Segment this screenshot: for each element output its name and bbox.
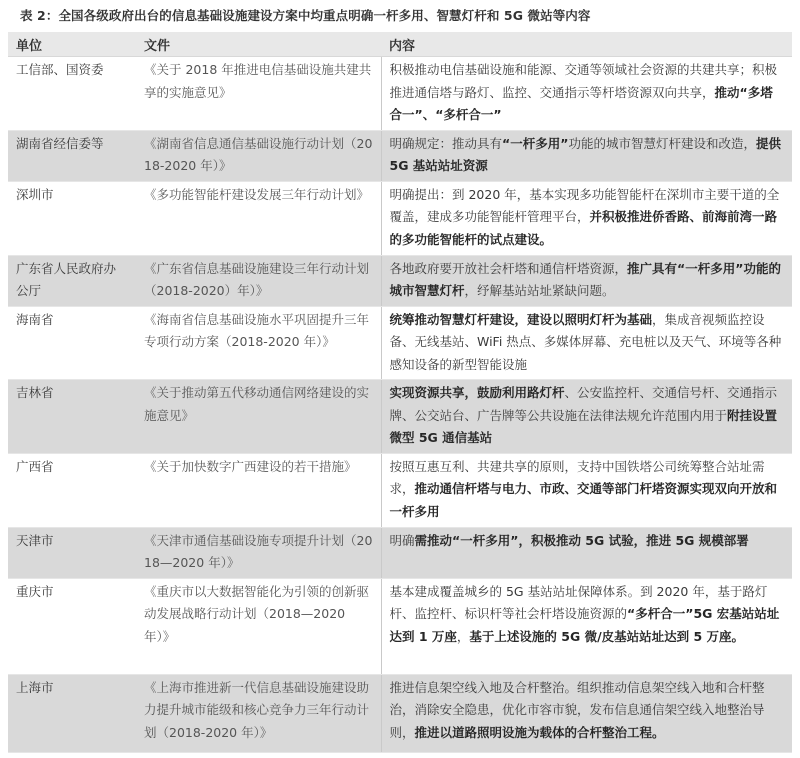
table-row (8, 181, 792, 255)
table-row (8, 527, 792, 578)
content-text: 明确规定：推动具有 (389, 135, 503, 151)
cell-document: 《重庆市以大数据智能化为引领的创新驱动发展战略行动计划（2018—2020 年）》 (136, 578, 381, 674)
cell-content (381, 306, 792, 380)
table-caption: 表 2：全国各级政府出台的信息基础设施建设方案中均重点明确一杆多用、智慧灯杆和 5G 微站等内容 (20, 8, 591, 23)
cell-content (381, 181, 792, 255)
cell-unit: 重庆市 (8, 578, 136, 674)
cell-content (381, 674, 792, 752)
cell-content (381, 380, 792, 454)
cell-unit: 广西省 (8, 453, 136, 527)
cell-document: 《湖南省信息通信基础设施行动计划（2018-2020 年）》 (136, 130, 381, 181)
content-text: 功能的城市智慧灯杆建设和改造， (568, 135, 756, 151)
content-emphasis: 统筹推动智慧灯杆建设，建设以照明灯杆为基础 (389, 311, 653, 327)
cell-document: 《多功能智能杆建设发展三年行动计划》 (136, 181, 381, 255)
table-header-row (8, 32, 792, 57)
content-text: 推进信息架空线入地及合杆整治。组织推动信息架空线入地和合杆整治，消除安全隐患，优化市容市貌，发布信息通信架空线入地整治导则， (389, 679, 765, 740)
content-text: ，纾解基站站址紧缺问题。 (464, 283, 615, 298)
cell-content (381, 453, 792, 527)
cell-unit: 湖南省经信委等 (8, 130, 136, 181)
content-emphasis: 5G 宏基站站址达到 1 万座 (389, 606, 780, 644)
content-text: 积极推动电信基础设施和能源、交通等领域社会资源的共建共享；积极推进通信塔与路灯、监控、交通指示等杆塔资源双向共享， (389, 62, 778, 100)
content-emphasis: 实现资源共享，鼓励利用路灯杆 (389, 385, 565, 400)
content-text: 各地政府要开放社会杆塔和通信杆塔资源， (389, 260, 628, 276)
header-document: 文件 (136, 32, 381, 57)
content-emphasis: 提供 5G 基站站址资源 (389, 135, 781, 173)
content-text: 、公安监控杆、交通信号杆、交通指示牌、公交站台、广告牌等公共设施在法律法规允许范围内用于 (389, 385, 778, 423)
content-emphasis: “多杆合一” (627, 606, 694, 621)
cell-unit: 吉林省 (8, 380, 136, 454)
cell-unit: 深圳市 (8, 181, 136, 255)
policy-table (8, 32, 792, 753)
cell-document: 《广东省信息基础设施建设三年行动计划（2018-2020）年）》 (136, 255, 381, 306)
header-unit: 单位 (8, 32, 136, 57)
cell-content (381, 255, 792, 306)
content-text: 明确提出：到 2020 年，基本实现多功能智能杆在深圳市主要干道的全覆盖，建成多功能智能杆管理平台， (389, 186, 780, 224)
table-row (8, 306, 792, 380)
cell-content (381, 527, 792, 578)
cell-unit: 上海市 (8, 674, 136, 752)
cell-unit: 广东省人民政府办公厅 (8, 255, 136, 306)
cell-content (381, 578, 792, 674)
cell-document: 《上海市推进新一代信息基础设施建设助力提升城市能级和核心竞争力三年行动计划（2018-2020 年）》 (136, 674, 381, 752)
content-emphasis: 附挂设置微型 5G 通信基站 (389, 407, 778, 445)
content-emphasis: 基于上述设施的 5G 微/皮基站站址达到 5 万座。 (469, 628, 745, 644)
cell-document: 《关于推动第五代移动通信网络建设的实施意见》 (136, 380, 381, 454)
table-row (8, 578, 792, 674)
table-row (8, 255, 792, 306)
cell-content (381, 130, 792, 181)
content-emphasis: 推动通信杆塔与电力、市政、交通等部门杆塔资源实现双向开放和一杆多用 (389, 481, 778, 519)
cell-document: 《天津市通信基础设施专项提升计划（2018—2020 年）》 (136, 527, 381, 578)
cell-document: 《关于加快数字广西建设的若干措施》 (136, 453, 381, 527)
content-text: 按照互惠互利、共建共享的原则，支持中国铁塔公司统筹整合站址需求， (389, 458, 765, 496)
content-emphasis: 推进以道路照明设施为载体的合杆整治工程。 (414, 724, 665, 740)
table-row (8, 453, 792, 527)
header-content: 内容 (381, 32, 792, 57)
cell-unit: 工信部、国资委 (8, 57, 136, 131)
content-emphasis: 推广具有“一杆多用”功能的城市智慧灯杆 (389, 260, 781, 298)
content-text: 明确 (389, 532, 415, 548)
table-row (8, 380, 792, 454)
content-emphasis: 并积极推进侨香路、前海前湾一路的多功能智能杆的试点建设。 (389, 209, 778, 247)
content-emphasis: 推动“多塔合一”、“多杆合一” (389, 84, 773, 122)
content-emphasis: “一杆多用” (502, 135, 569, 151)
cell-document: 《海南省信息基础设施水平巩固提升三年专项行动方案（2018-2020 年）》 (136, 306, 381, 380)
cell-unit: 天津市 (8, 527, 136, 578)
table-row (8, 57, 792, 131)
content-text: ， (456, 628, 470, 644)
content-text: 基本建成覆盖城乡的 5G 基站站址保障体系。到 2020 年，基于路灯杆、监控杆、标识杆等社会杆塔设施资源的 (389, 583, 768, 621)
content-emphasis: 需推动“一杆多用”，积极推动 5G 试验，推进 5G 规模部署 (414, 532, 749, 548)
table-row (8, 674, 792, 752)
cell-content (381, 57, 792, 131)
table-row (8, 130, 792, 181)
cell-document: 《关于 2018 年推进电信基础设施共建共享的实施意见》 (136, 57, 381, 131)
cell-unit: 海南省 (8, 306, 136, 380)
content-text: ，集成音视频监控设备、无线基站、WiFi 热点、多媒体屏幕、充电桩以及天气、环境等各种感知设备的新型智能设施 (389, 311, 782, 372)
